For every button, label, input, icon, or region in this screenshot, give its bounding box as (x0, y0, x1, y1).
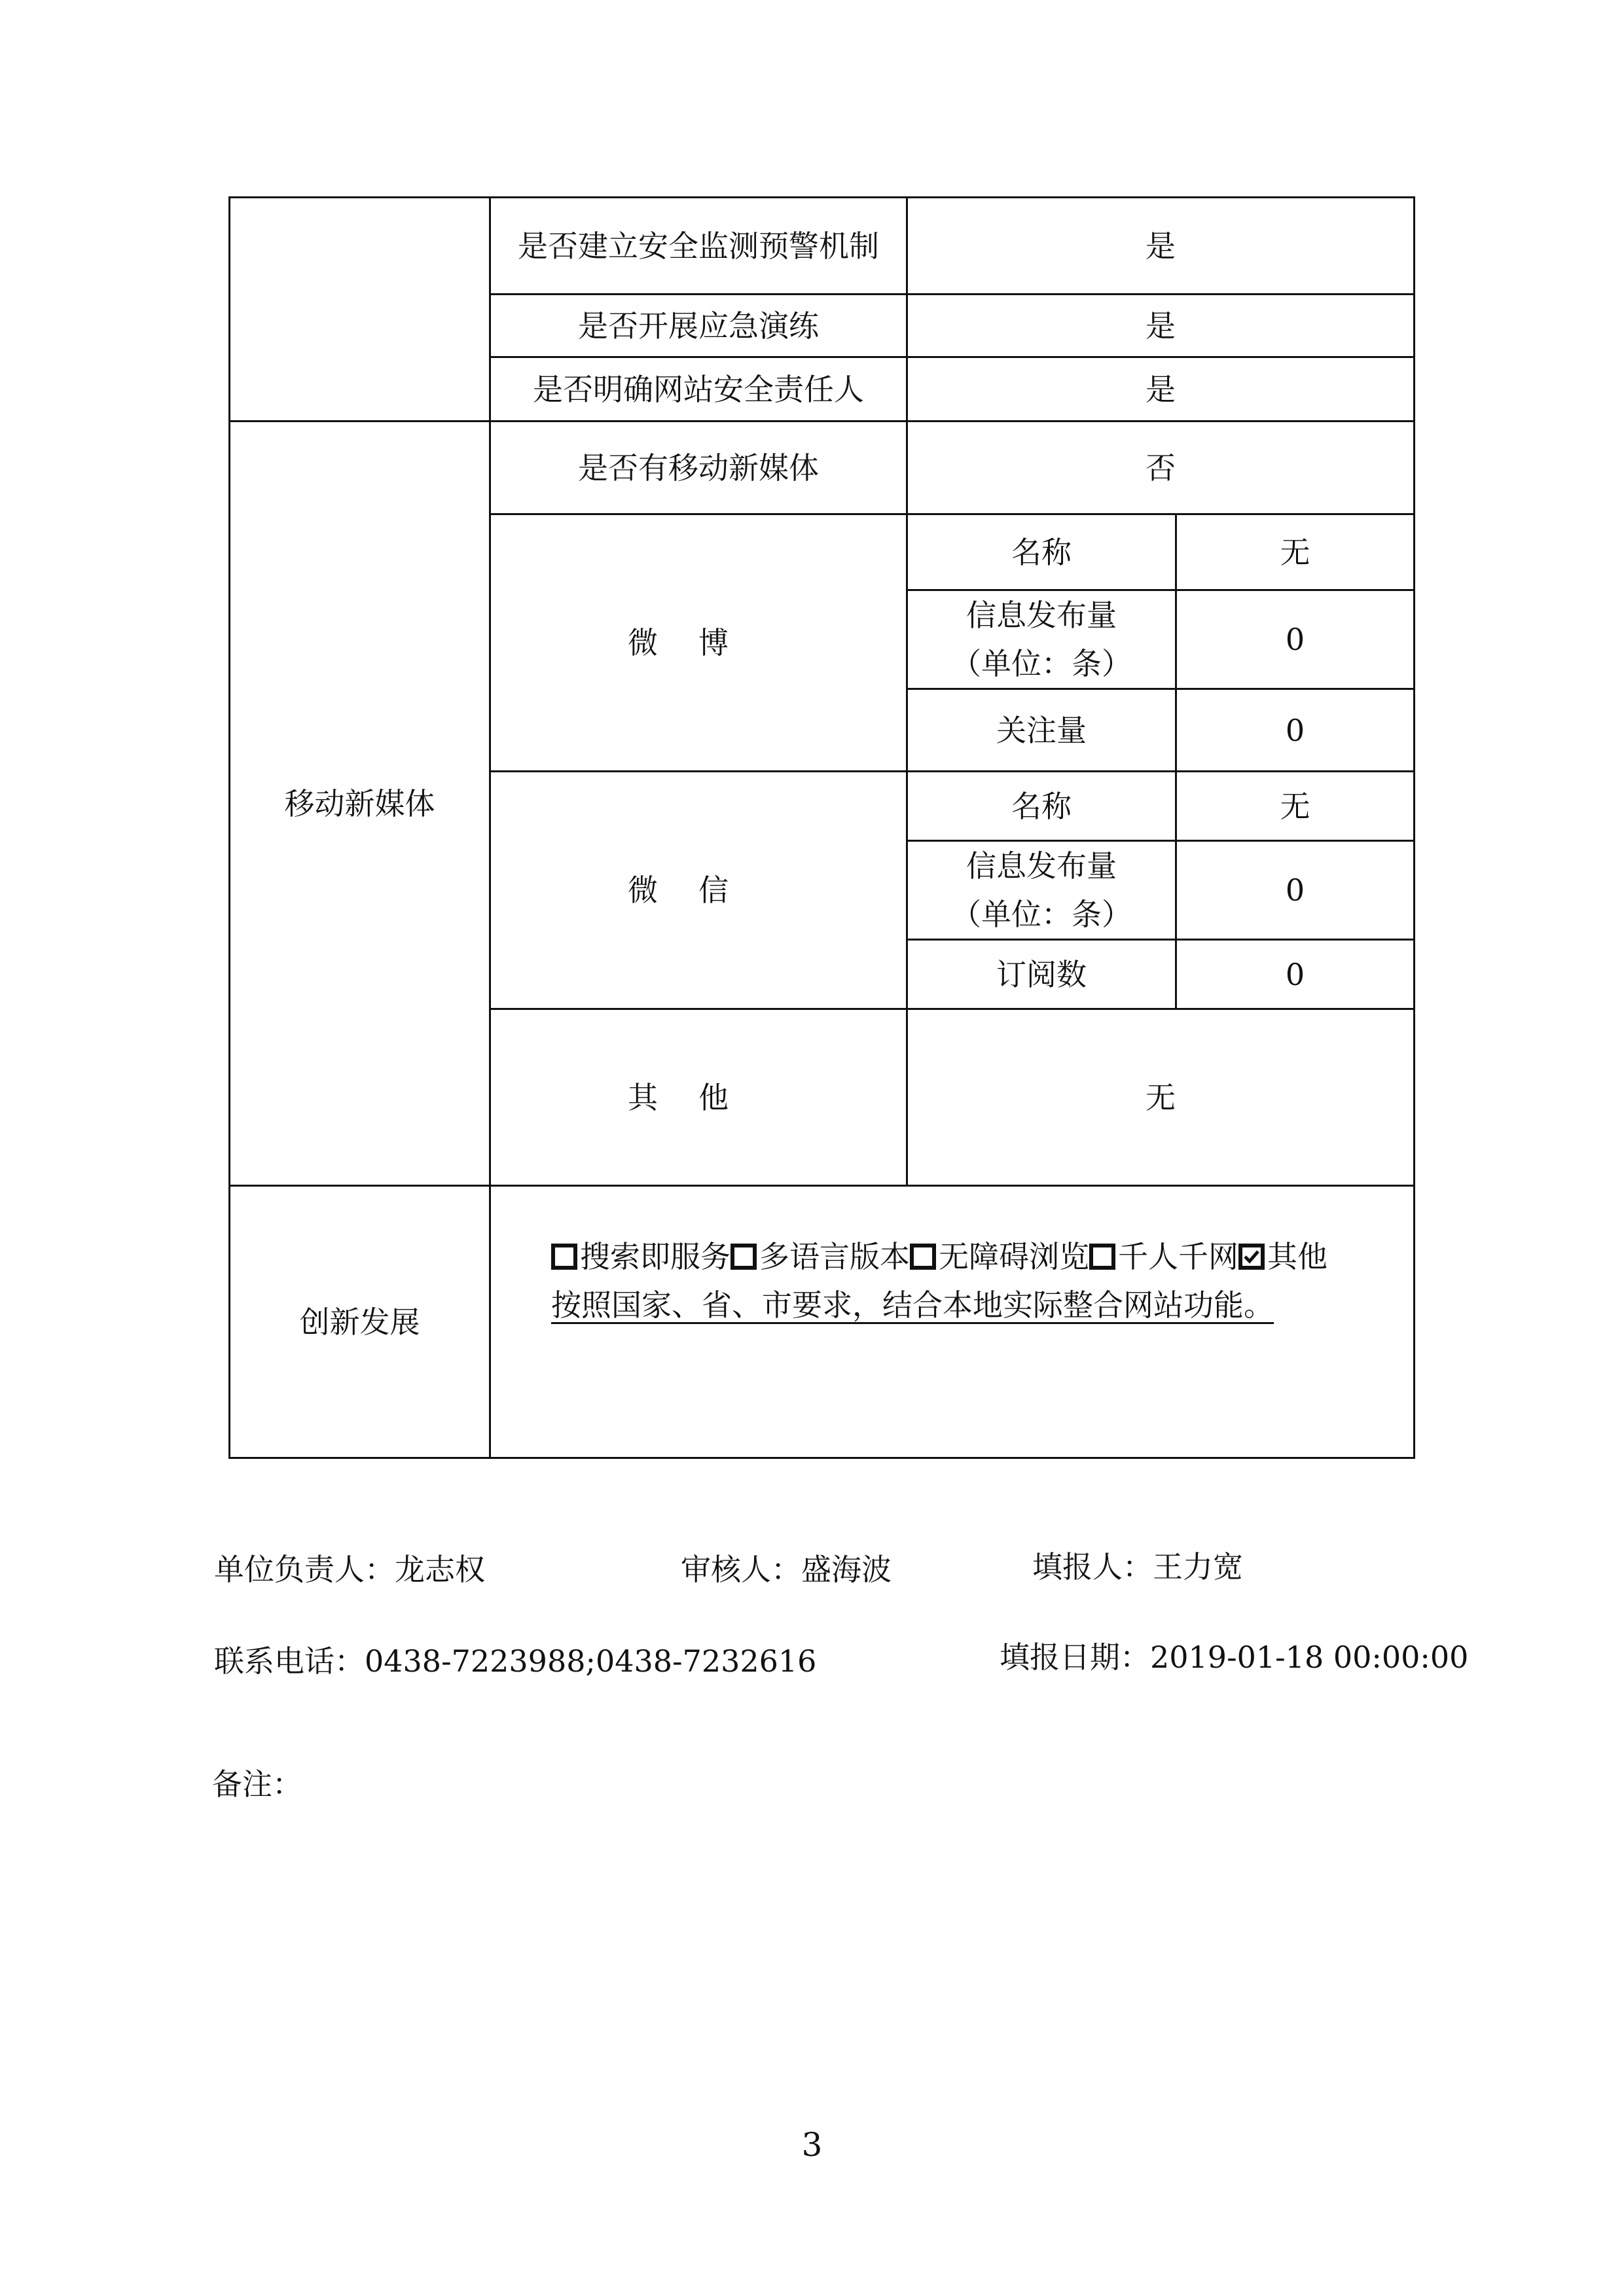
checkbox-icon[interactable] (910, 1244, 936, 1270)
page-number: 3 (801, 2126, 823, 2164)
other-label: 其他 (490, 1009, 907, 1186)
innovation-option (1089, 1239, 1238, 1274)
innovation-note-text: 按照国家、省、市要求，结合本地实际整合网站功能。 (551, 1287, 1274, 1323)
wechat-subscribe-value: 0 (1176, 940, 1415, 1009)
weibo-publish-label-line1: 信息发布量 (966, 598, 1117, 633)
security-owner-value: 是 (907, 357, 1415, 422)
innovation-option (551, 1239, 731, 1274)
wechat-name-value: 无 (1176, 772, 1415, 841)
wechat-publish-value: 0 (1176, 841, 1415, 940)
checkbox-icon[interactable] (551, 1244, 577, 1270)
remark: 备注： (212, 1767, 302, 1802)
has-mobile-media-label: 是否有移动新媒体 (490, 422, 907, 514)
weibo-name-label: 名称 (907, 514, 1176, 590)
weibo-follow-label: 关注量 (907, 689, 1176, 772)
innovation-option-label: 千人千网 (1118, 1239, 1238, 1274)
innovation-option-label: 无障碍浏览 (939, 1239, 1089, 1274)
weibo-label: 微博 (490, 514, 907, 772)
fill-date: 填报日期：2019-01-18 00:00:00 (1000, 1640, 1469, 1675)
wechat-publish-label-line1: 信息发布量 (966, 848, 1117, 884)
innovation-option (1238, 1239, 1327, 1274)
checked-checkbox-icon[interactable] (1238, 1244, 1265, 1270)
innovation-option-label: 其他 (1267, 1239, 1327, 1274)
unit-head: 单位负责人：龙志权 (214, 1552, 485, 1587)
wechat-publish-label (907, 841, 1176, 940)
innovation-label: 创新发展 (230, 1186, 490, 1458)
section-cell-continued (230, 198, 490, 422)
innovation-option-label: 多语言版本 (759, 1239, 910, 1274)
report-table (228, 196, 1415, 1459)
has-mobile-media-value: 否 (907, 422, 1415, 514)
wechat-label: 微信 (490, 772, 907, 1009)
security-owner-label: 是否明确网站安全责任人 (490, 357, 907, 422)
innovation-note (551, 1281, 1398, 1329)
weibo-publish-label-line2: （单位：条） (951, 646, 1132, 681)
innovation-option (910, 1239, 1089, 1274)
contact-phone: 联系电话：0438-7223988;0438-7232616 (214, 1643, 817, 1679)
weibo-publish-label (907, 590, 1176, 689)
innovation-options (551, 1232, 1398, 1281)
security-warning-value: 是 (907, 198, 1415, 295)
weibo-name-value: 无 (1176, 514, 1415, 590)
weibo-follow-value: 0 (1176, 689, 1415, 772)
mobile-media-section-label: 移动新媒体 (230, 422, 490, 1186)
innovation-option-label: 搜索即服务 (580, 1239, 731, 1274)
wechat-subscribe-label: 订阅数 (907, 940, 1176, 1009)
weibo-publish-value: 0 (1176, 590, 1415, 689)
wechat-name-label: 名称 (907, 772, 1176, 841)
checkbox-icon[interactable] (1089, 1244, 1115, 1270)
emergency-drill-label: 是否开展应急演练 (490, 295, 907, 357)
innovation-cell (490, 1186, 1415, 1458)
security-warning-label: 是否建立安全监测预警机制 (490, 198, 907, 295)
emergency-drill-value: 是 (907, 295, 1415, 357)
innovation-option (731, 1239, 910, 1274)
filler: 填报人：王力宽 (1032, 1549, 1243, 1585)
checkbox-icon[interactable] (731, 1244, 757, 1270)
other-value: 无 (907, 1009, 1415, 1186)
wechat-publish-label-line2: （单位：条） (951, 897, 1132, 932)
reviewer: 审核人：盛海波 (681, 1552, 892, 1587)
